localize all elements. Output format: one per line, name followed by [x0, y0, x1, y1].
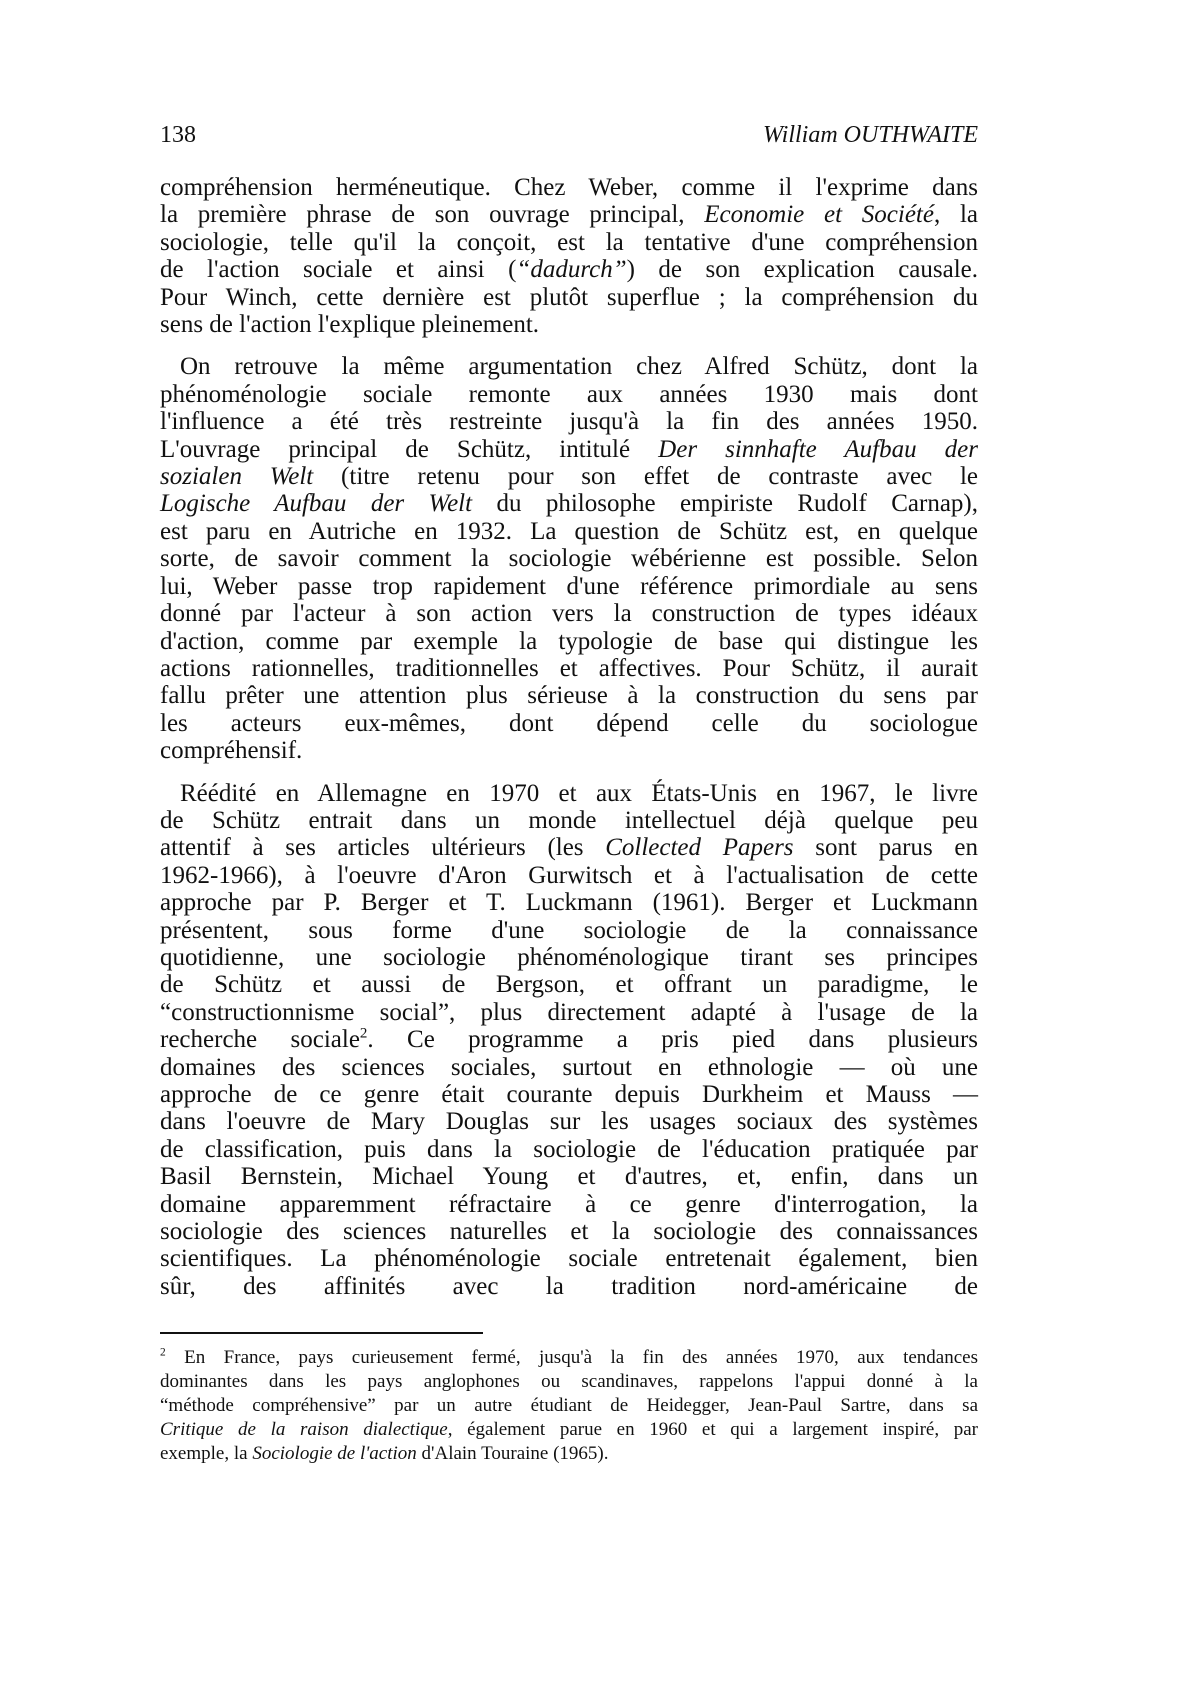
text-run: recherche sociale: [160, 1026, 360, 1054]
text-run: la première phrase de son ouvrage principal,: [160, 201, 705, 229]
paragraph: [160, 780, 978, 1301]
text-line: [160, 628, 978, 655]
text-run: compréhension herméneutique. Chez Weber, comme il l'exprime dans: [160, 174, 978, 201]
text-run: de l'action sociale et ainsi (: [160, 256, 517, 284]
text-run: Basil Bernstein, Michael Young et d'autres, et, enfin, dans un: [160, 1163, 978, 1191]
text-line: [160, 1191, 978, 1218]
text-run: est paru en Autriche en 1932. La question de Schütz est, en quelque: [160, 517, 978, 545]
text-line: [160, 353, 978, 380]
footnote-marker: 2: [160, 1346, 166, 1359]
text-run: “méthode compréhensive” par un autre étudiant de Heidegger, Jean-Paul Sartre, dans sa: [160, 1395, 978, 1416]
text-line: [160, 174, 978, 201]
text-line: [160, 1273, 978, 1300]
text-run: de classification, puis dans la sociologie de l'éducation pratiquée par: [160, 1135, 978, 1163]
text-line: [160, 1026, 978, 1053]
text-line: [160, 1163, 978, 1190]
text-run: donné par l'acteur à son action vers la construction de types idéaux: [160, 600, 978, 628]
footnote-marker: 2: [359, 1025, 368, 1042]
text-run: du philosophe empiriste Rudolf Carnap),: [472, 490, 978, 518]
text-run: sens de l'action l'explique pleinement.: [160, 311, 540, 339]
text-run: d'Alain Touraine (1965).: [416, 1443, 609, 1464]
footnote: [160, 1346, 978, 1466]
text-line: [160, 573, 978, 600]
text-run: sûr, des affinités avec la tradition nord-américaine de: [160, 1272, 978, 1300]
text-run: “constructionnisme social”, plus directement adapté à l'usage de la: [160, 998, 978, 1026]
text-line: [160, 311, 978, 338]
text-line: [160, 1218, 978, 1245]
text-run: phénoménologie sociale remonte aux années 1930 mais dont: [160, 380, 978, 408]
italic-text: Sociologie de l'action: [252, 1443, 417, 1464]
body-text: [160, 174, 978, 1315]
text-line: [160, 1136, 978, 1163]
text-run: domaines des sciences sociales, surtout en ethnologie — où une: [160, 1053, 978, 1081]
text-line: [160, 1394, 978, 1418]
text-line: [160, 862, 978, 889]
text-run: fallu prêter une attention plus sérieuse à la construction du sens par: [160, 682, 978, 710]
text-run: , la: [933, 201, 979, 229]
text-run: exemple, la: [160, 1443, 253, 1464]
text-run: lui, Weber passe trop rapidement d'une référence primordiale au sens: [160, 572, 978, 600]
text-line: [160, 655, 978, 682]
text-run: approche de ce genre était courante depuis Durkheim et Mauss —: [160, 1081, 978, 1108]
text-line: [160, 971, 978, 998]
page-number: 138: [160, 122, 196, 148]
text-line: [160, 834, 978, 861]
text-line: [160, 201, 978, 228]
text-run: Pour Winch, cette dernière est plutôt superflue ; la compréhension du: [160, 283, 978, 311]
text-run: 1962-1966), à l'oeuvre d'Aron Gurwitsch et à l'actualisation de cette: [160, 861, 978, 889]
text-line: [160, 737, 978, 764]
paragraph: [160, 353, 978, 764]
text-line: [160, 408, 978, 435]
text-run: (titre retenu pour son effet de contraste avec le: [313, 463, 978, 491]
italic-text: sozialen Welt: [160, 463, 314, 491]
text-run: Réédité en Allemagne en 1970 et aux États-Unis en 1967, le livre: [180, 779, 978, 807]
text-line: [160, 1418, 978, 1442]
text-run: les acteurs eux-mêmes, dont dépend celle du sociologue: [160, 709, 978, 737]
text-line: [160, 1245, 978, 1272]
text-line: [160, 999, 978, 1026]
text-line: [160, 284, 978, 311]
italic-text: Critique de la raison dialectique: [160, 1419, 448, 1440]
text-run: de Schütz et aussi de Bergson, et offrant un paradigme, le: [160, 971, 978, 999]
text-run: quotidienne, une sociologie phénoménologique tirant ses principes: [160, 943, 978, 971]
text-line: [160, 917, 978, 944]
text-line: [160, 1081, 978, 1108]
text-line: [160, 1442, 978, 1466]
text-line: [160, 682, 978, 709]
text-run: . Ce programme a pris pied dans plusieurs: [367, 1026, 978, 1054]
text-run: ) de son explication causale.: [626, 256, 978, 284]
text-run: attentif à ses articles ultérieurs (les: [160, 834, 606, 862]
text-run: sont parus en: [793, 834, 978, 862]
text-line: [160, 518, 978, 545]
text-run: On retrouve la même argumentation chez Alfred Schütz, dont la: [180, 353, 978, 381]
text-line: [160, 463, 978, 490]
text-line: [160, 600, 978, 627]
text-run: approche par P. Berger et T. Luckmann (1961). Berger et Luckmann: [160, 889, 978, 917]
italic-text: Der sinnhafte Aufbau der: [658, 435, 978, 463]
footnote-divider: [160, 1332, 483, 1334]
footnotes: [160, 1346, 978, 1481]
paragraph: [160, 174, 978, 338]
text-run: sorte, de savoir comment la sociologie wébérienne est possible. Selon: [160, 545, 978, 573]
text-line: [160, 889, 978, 916]
text-line: [160, 807, 978, 834]
italic-text: Logische Aufbau der Welt: [160, 490, 473, 518]
text-line: [160, 256, 978, 283]
running-header-author: William OUTHWAITE: [763, 122, 978, 148]
text-line: [160, 1370, 978, 1394]
text-run: présentent, sous forme d'une sociologie de la connaissance: [160, 916, 978, 944]
text-run: domaine apparemment réfractaire à ce genre d'interrogation, la: [160, 1190, 978, 1218]
text-run: de Schütz entrait dans un monde intellectuel déjà quelque peu: [160, 806, 978, 834]
text-line: [160, 490, 978, 517]
text-run: sociologie, telle qu'il la conçoit, est la tentative d'une compréhension: [160, 228, 978, 256]
text-run: L'ouvrage principal de Schütz, intitulé: [160, 435, 659, 463]
text-line: [160, 1108, 978, 1135]
text-line: [160, 780, 978, 807]
text-line: [160, 436, 978, 463]
text-line: [160, 710, 978, 737]
text-run: dominantes dans les pays anglophones ou scandinaves, rappelons l'appui donné à la: [160, 1371, 978, 1392]
text-line: [160, 944, 978, 971]
text-run: sociologie des sciences naturelles et la sociologie des connaissances: [160, 1218, 978, 1246]
text-line: [160, 545, 978, 572]
text-run: l'influence a été très restreinte jusqu'à la fin des années 1950.: [160, 408, 978, 436]
italic-text: Collected Papers: [605, 834, 794, 862]
italic-text: “dadurch”: [516, 256, 627, 284]
text-line: [160, 1054, 978, 1081]
text-run: En France, pays curieusement fermé, jusqu'à la fin des années 1970, aux tendances: [165, 1347, 978, 1368]
text-run: actions rationnelles, traditionnelles et affectives. Pour Schütz, il aurait: [160, 654, 978, 682]
text-run: dans l'oeuvre de Mary Douglas sur les usages sociaux des systèmes: [160, 1108, 978, 1136]
text-run: compréhensif.: [160, 737, 303, 765]
italic-text: Economie et Société: [704, 201, 934, 229]
text-line: [160, 381, 978, 408]
text-line: [160, 1346, 978, 1370]
text-run: scientifiques. La phénoménologie sociale entretenait également, bien: [160, 1245, 978, 1273]
text-run: d'action, comme par exemple la typologie de base qui distingue les: [160, 627, 978, 655]
text-line: [160, 229, 978, 256]
text-run: , également parue en 1960 et qui a largement inspiré, par: [447, 1419, 979, 1440]
